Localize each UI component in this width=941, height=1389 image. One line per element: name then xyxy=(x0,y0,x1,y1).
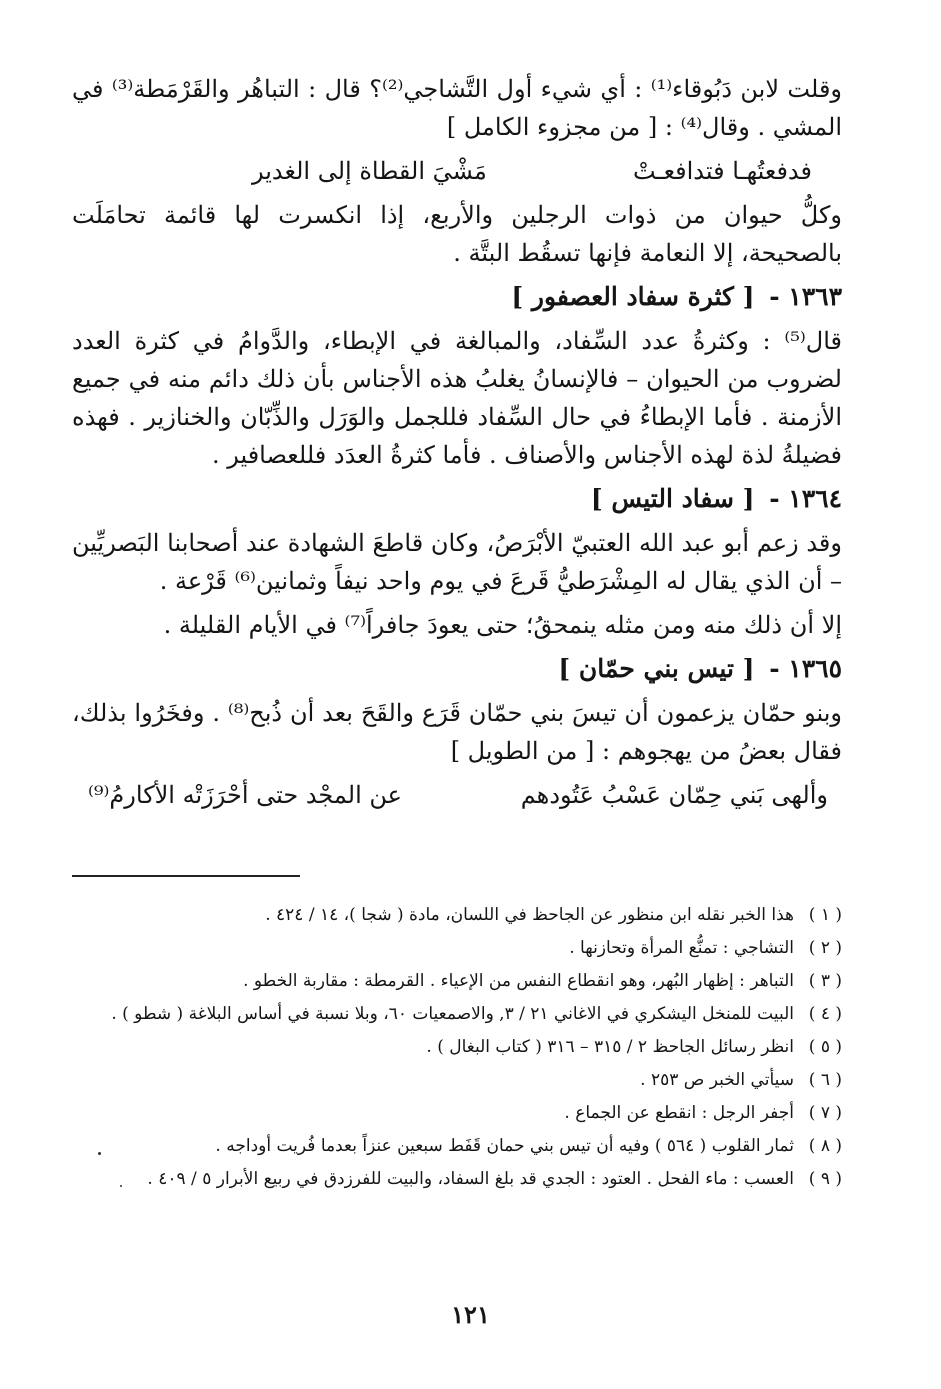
footnotes xyxy=(72,900,842,1197)
verse-1 xyxy=(252,152,812,190)
footnote xyxy=(72,1065,842,1095)
footnote xyxy=(72,966,842,996)
section-number: ١٣٦٣ - xyxy=(769,282,842,311)
footnote-number: ( ٩ ) xyxy=(808,1169,842,1189)
footnote xyxy=(72,1032,842,1062)
section-title: [ سفاد التيس ] xyxy=(590,484,755,513)
footnote xyxy=(72,999,842,1029)
section-title: [ تيس بني حمّان ] xyxy=(558,654,755,683)
paragraph-3: قال⁽⁵⁾ : وكثرةُ عدد السِّفاد، والمبالغة في الإبطاء، والدَّوامُ في كثرة العدد لضروب من الحيوان – فالإنسانُ يغلبُ هذه الأجناس بأن ذلك دائم منه في جميع الأزمنة . فأما الإبطاءُ في حال السِّفاد فللجمل والوَرَل والذِّبّان والخنازير . فهذه فضيلةُ لذة لهذه الأجناس والأصناف . فأما كثرةُ العدَد فللعصافير . xyxy=(72,327,842,469)
footnote xyxy=(72,900,842,930)
footnote-number: ( ٢ ) xyxy=(808,938,842,958)
footnote-text: انظر رسائل الجاحظ ٢ / ٣١٥ – ٣١٦ ( كتاب البغال ) . xyxy=(426,1037,794,1057)
footnote xyxy=(72,1164,842,1194)
scan-speck xyxy=(98,1152,101,1155)
footnote-text: هذا الخبر نقله ابن منظور عن الجاحظ في اللسان، مادة ( شجا )، ١٤ / ٤٢٤ . xyxy=(265,905,794,925)
footnote-text: العسب : ماء الفحل . العتود : الجدي قد بلغ السفاد، والبيت للفرزدق في ربيع الأبرار ٥ / ٤٠٩ . xyxy=(147,1169,794,1189)
verse-2-first-hemistich: وألهى بَني حِمّان عَسْبُ عَتُودهم xyxy=(520,781,828,809)
footnote-number: ( ٤ ) xyxy=(808,1004,842,1024)
footnote-text: التشاجي : تمنُّع المرأة وتحازنها . xyxy=(569,938,794,958)
footnote-number: ( ٧ ) xyxy=(808,1103,842,1123)
footnote-text: سيأتي الخبر ص ٢٥٣ . xyxy=(640,1070,794,1090)
footnote-number: ( ٥ ) xyxy=(808,1037,842,1057)
paragraph-5: إلا أن ذلك منه ومن مثله ينمحقُ؛ حتى يعودَ جافراً⁽⁷⁾ في الأيام القليلة . xyxy=(163,611,842,639)
footnote xyxy=(72,1131,842,1161)
footnote-text: ثمار القلوب ( ٥٦٤ ) وفيه أن تيس بني حمان قَفَط سبعين عنزاً بعدما فُريت أوداجه . xyxy=(215,1136,794,1156)
footnote-text: التباهر : إظهار البُهر، وهو انقطاع النفس من الإعياء . القرمطة : مقاربة الخطو . xyxy=(243,971,794,991)
footnote-number: ( ١ ) xyxy=(808,905,842,925)
paragraph-4: وقد زعم أبو عبد الله العتبيّ الأبْرَصُ، وكان قاطعَ الشهادة عند أصحابنا البَصريِّين – أن الذي يقال له المِشْرَطيُّ قَرعَ في يوم واحد نيفاً وثمانين⁽⁶⁾ قَرْعة . xyxy=(72,529,842,595)
verse-2 xyxy=(88,776,828,814)
footnote xyxy=(72,1098,842,1128)
footnote-text: أجفر الرجل : انقطع عن الجماع . xyxy=(564,1103,794,1123)
verse-1-second-hemistich: مَشْيَ القطاة إلى الغدير xyxy=(252,157,487,185)
paragraph-1: وقلت لابن دَبُوقاء⁽¹⁾ : أي شيء أول التَّشاجي⁽²⁾؟ قال : التباهُر والقَرْمَطة⁽³⁾ في المشي . وقال⁽⁴⁾ : [ من مجزوء الكامل ] xyxy=(72,75,843,141)
section-number: ١٣٦٥ - xyxy=(769,654,842,683)
footnote-number: ( ٨ ) xyxy=(808,1136,842,1156)
section-heading-1364 xyxy=(72,480,842,518)
footnote-separator xyxy=(72,875,300,877)
footnote xyxy=(72,933,842,963)
paragraph-2: وكلُّ حيوان من ذوات الرجلين والأربع، إذا انكسرت لها قائمة تحامَلَت بالصحيحة، إلا النعامة فإنها تسقُط البتَّة . xyxy=(72,201,842,267)
scan-speck xyxy=(120,1185,122,1187)
main-text xyxy=(72,70,842,820)
section-heading-1365 xyxy=(72,650,842,688)
footnote-number: ( ٦ ) xyxy=(808,1070,842,1090)
verse-1-first-hemistich: فدفعتُهـا فتدافعـتْ xyxy=(632,157,812,185)
section-number: ١٣٦٤ - xyxy=(769,484,842,513)
paragraph-6: وبنو حمّان يزعمون أن تيسَ بني حمّان قَرَع والقَحَ بعد أن ذُبح⁽⁸⁾ . وفخَرُوا بذلك، فقال بعضُ من يهجوهم : [ من الطويل ] xyxy=(72,699,842,765)
verse-2-second-hemistich: عن المجْد حتى أحْرَزَتْه الأكارمُ⁽⁹⁾ xyxy=(88,781,402,809)
section-heading-1363 xyxy=(72,278,842,316)
footnote-number: ( ٣ ) xyxy=(808,971,842,991)
section-title: [ كثرة سفاد العصفور ] xyxy=(511,282,755,311)
footnote-text: البيت للمنخل اليشكري في الاغاني ٢١ / ٣, والاصمعيات ٦٠، وبلا نسبة في أساس البلاغة ( شطو ) . xyxy=(111,1004,794,1024)
page-number: ١٢١ xyxy=(451,1300,490,1329)
